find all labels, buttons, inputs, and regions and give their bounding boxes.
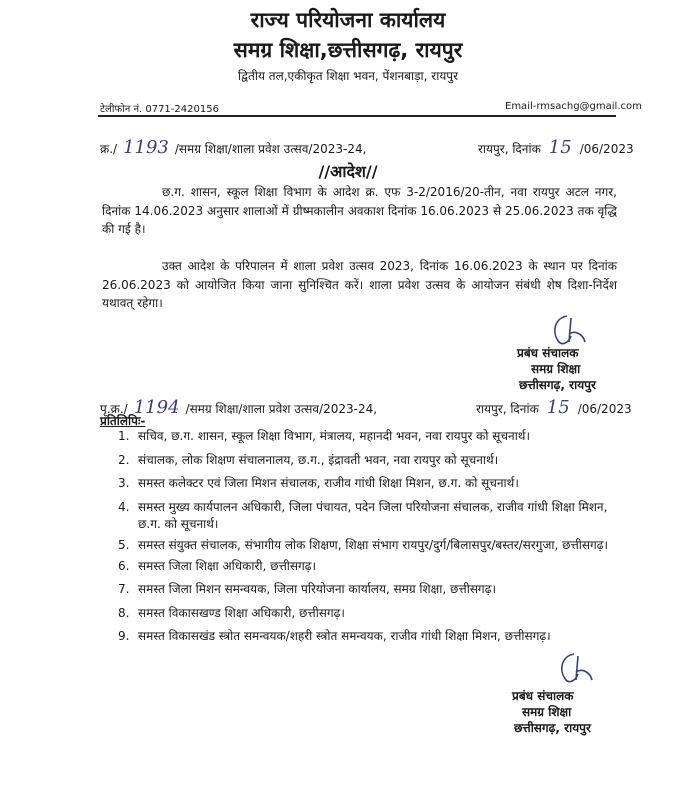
- endorsement-date-day: 15: [546, 397, 570, 418]
- order-paragraph-2-text: उक्त आदेश के परिपालन में शाला प्रवेश उत्सव 2023, दिनांक 16.06.2023 के स्थान पर दिनांक 26.06.2023 को आयोजित किया जाना सुनिश्चित करें। शाला प्रवेश उत्सव के आयोजन संबंधी शेष दिशा-निर्देश यथावत् रहेगा।: [102, 259, 617, 310]
- office-name: राज्य परियोजना कार्यालय: [250, 8, 446, 32]
- department-name: समग्र शिक्षा,छत्तीसगढ़, रायपुर: [233, 38, 463, 62]
- email-address: Email-rmsachg@gmail.com: [505, 101, 642, 112]
- list-item: 4. समस्त मुख्य कार्यपालन अधिकारी, जिला पंचायत, पदेन जिला परियोजना संचालक, राजीव गांधी शिक्षा मिशन, छ.ग. को सूचनार्थ।: [118, 499, 608, 531]
- signatory-org-1: समग्र शिक्षा: [531, 362, 581, 376]
- list-item: 6. समस्त जिला शिक्षा अधिकारी, छत्तीसगढ़।: [118, 558, 317, 573]
- order-paragraph-1-text: छ.ग. शासन, स्कूल शिक्षा विभाग के आदेश क्र. एफ 3-2/2016/20-तीन, नवा रायपुर अटल नगर, दिनांक 14.06.2023 अनुसार शालाओं में ग्रीष्मकालीन अवकाश दिनांक 16.06.2023 से 25.06.2023 तक वृद्धि की गई है।: [102, 185, 617, 236]
- endorsement-date-prefix: रायपुर, दिनांक: [476, 402, 539, 416]
- telephone-number: टेलीफोन नं. 0771-2420156: [100, 104, 219, 115]
- endorsement-ref-prefix: पृ.क्र./: [100, 402, 128, 416]
- office-address: द्वितीय तल,एकीकृत शिक्षा भवन, पेंशनबाड़ा, रायपुर: [238, 69, 458, 83]
- signatory-title-2: प्रबंध संचालक: [512, 689, 574, 703]
- signatory-place-2: छत्तीसगढ़, रायपुर: [514, 721, 591, 735]
- signature-block-2: [512, 688, 591, 736]
- endorsement-ref-text: /समग्र शिक्षा/शाला प्रवेश उत्सव/2023-24,: [185, 402, 378, 416]
- order-paragraph-2: [102, 257, 617, 313]
- order-date: [478, 137, 634, 158]
- list-item: 3. समस्त कलेक्टर एवं जिला मिशन संचालक, राजीव गांधी शिक्षा मिशन, छ.ग. को सूचनार्थ।: [118, 476, 519, 490]
- signature-mark-2: [552, 650, 596, 690]
- endorsement-ref-number: 1194: [133, 397, 180, 418]
- list-item: 9. समस्त विकासखंड स्त्रोत समन्वयक/शहरी स्त्रोत समन्वयक, राजीव गांधी शिक्षा मिशन, छत्तीसगढ़।: [118, 629, 551, 643]
- list-item: 1. सचिव, छ.ग. शासन, स्कूल शिक्षा विभाग, मंत्रालय, महानदी भवन, नवा रायपुर को सूचनार्थ।: [118, 429, 531, 443]
- copy-to-label: प्रतिलिपिः-: [100, 414, 146, 428]
- signatory-org-2: समग्र शिक्षा: [522, 705, 572, 719]
- order-date-prefix: रायपुर, दिनांक: [478, 142, 541, 156]
- signatory-title-1: प्रबंध संचालक: [517, 346, 579, 360]
- list-item: 8. समस्त विकासखण्ड शिक्षा अधिकारी, छत्तीसगढ़।: [118, 605, 345, 620]
- order-ref-text: /समग्र शिक्षा/शाला प्रवेश उत्सव/2023-24,: [174, 142, 367, 156]
- order-reference: [100, 137, 366, 158]
- list-item: 2. संचालक, लोक शिक्षण संचालनालय, छ.ग., इंद्रावती भवन, नवा रायपुर को सूचनार्थ।: [118, 452, 499, 467]
- order-paragraph-1: [102, 183, 617, 239]
- order-date-day: 15: [548, 137, 572, 158]
- order-ref-number: 1193: [123, 137, 169, 158]
- recipient-list: [112, 428, 620, 649]
- header-divider: [98, 115, 616, 117]
- endorsement-date-rest: /06/2023: [577, 402, 632, 416]
- signatory-place-1: छत्तीसगढ़, रायपुर: [519, 378, 596, 392]
- signature-block-1: [517, 345, 596, 393]
- order-ref-prefix: क्र./: [100, 142, 118, 156]
- list-item: 7. समस्त जिला मिशन समन्वयक, जिला परियोजना कार्यालय, समग्र शिक्षा, छत्तीसगढ़।: [118, 582, 496, 596]
- order-date-rest: /06/2023: [579, 142, 634, 156]
- endorsement-date: [476, 397, 632, 418]
- order-heading: //आदेश//: [318, 162, 378, 181]
- list-item: 5. समस्त संयुक्त संचालक, संभागीय लोक शिक्षण, शिक्षा संभाग रायपुर/दुर्ग/बिलासपुर/बस्तर/सरगुजा, छत्तीसगढ़।: [118, 537, 609, 552]
